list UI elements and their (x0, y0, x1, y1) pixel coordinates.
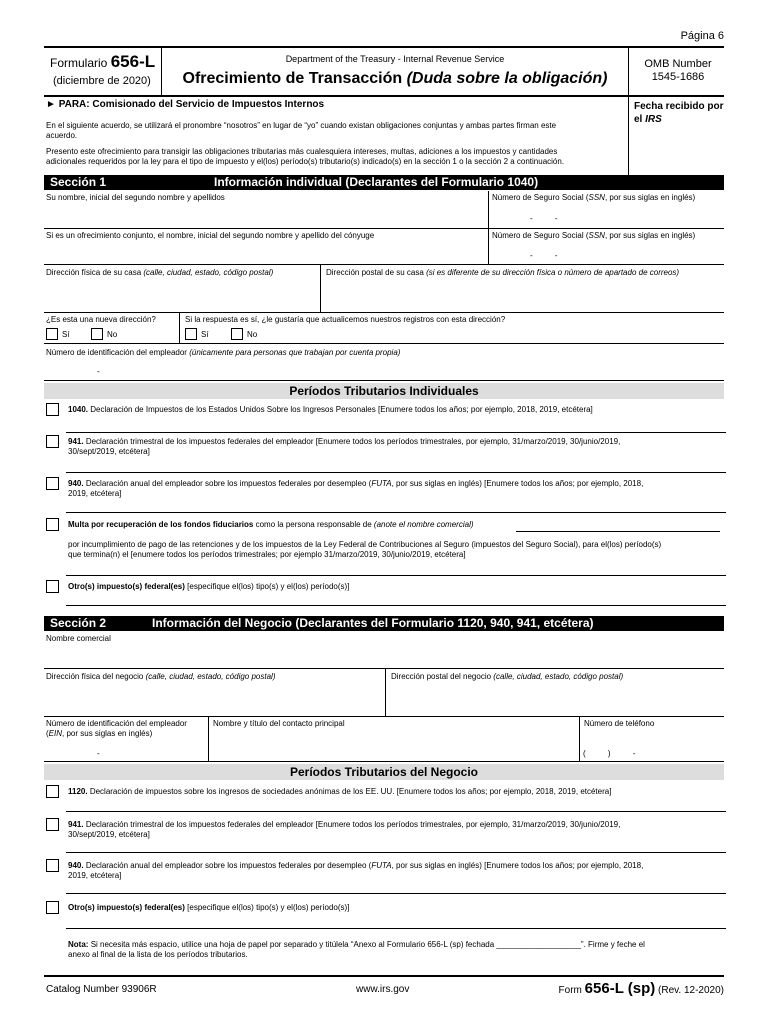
ssn-label-a: Número de Seguro Social ( (492, 193, 589, 202)
spouse-ssn-label-b: , por sus siglas en inglés) (604, 231, 696, 240)
business-ein-label-b: , por sus siglas en inglés) (62, 729, 153, 738)
contact-field[interactable] (213, 731, 575, 759)
form-title-italic: (Duda sobre la obligación) (406, 70, 608, 87)
business-mailing-label-text: Dirección postal del negocio (391, 672, 492, 681)
new-address-no-label: No (107, 330, 118, 339)
form-940-text (68, 479, 718, 499)
form-title-main: Ofrecimiento de Transacción (182, 70, 403, 87)
business-941-checkbox[interactable] (46, 818, 59, 831)
tfrp-line[interactable] (66, 575, 726, 576)
other-tax-text (68, 582, 718, 592)
form-941-desc: Declaración trimestral de los impuestos federales del empleador [Enumere todos los períodos trimestrales, por ejemplo, 31/marzo/2019, 30/junio/2019, (85, 437, 621, 446)
phone-label: Número de teléfono (584, 719, 655, 728)
footer-rev: (Rev. 12-2020) (658, 985, 724, 996)
form-940-line[interactable] (66, 512, 726, 513)
tfrp-text-continued (68, 540, 718, 560)
tfrp-hint: (anote el nombre comercial) (373, 520, 474, 529)
business-ein-field[interactable]: - (97, 749, 100, 758)
business-mailing-hint: (calle, ciudad, estado, código postal) (493, 672, 624, 681)
business-other-tax-bold: Otro(s) impuesto(s) federal(es) (68, 903, 185, 912)
self-employed-ein-label (46, 348, 400, 358)
ssn-abbr: SSN (588, 193, 605, 202)
new-address-yes-label: Sí (62, 330, 70, 339)
business-940-desc2: 2019, etcétera] (68, 871, 122, 880)
s1-rule-3 (44, 312, 724, 313)
section-1-header (44, 175, 724, 190)
catalog-number: Catalog Number 93906R (46, 984, 157, 995)
form-941-line[interactable] (66, 472, 726, 473)
s1-rule-5 (44, 380, 724, 381)
taxpayer-name-field[interactable] (46, 204, 486, 226)
tfrp-bold: Multa por recuperación de los fondos fiduciarios (68, 520, 254, 529)
footer-rule (44, 975, 724, 977)
new-address-question: ¿Es esta una nueva dirección? (46, 315, 156, 324)
self-employed-ein-label-text: Número de identificación del empleador (46, 348, 187, 357)
form-1040-bold: 1040. (68, 405, 89, 414)
note-bold: Nota: (68, 940, 89, 949)
form-940-desc2: 2019, etcétera] (68, 489, 122, 498)
form-number: 656-L (110, 52, 156, 71)
form-footer-id (559, 980, 724, 997)
header-divider-left (161, 47, 162, 95)
business-address-hint: (calle, ciudad, estado, código postal) (145, 672, 276, 681)
business-name-label: Nombre comercial (46, 634, 111, 643)
form-940-bold: 940. (68, 479, 84, 488)
header-divider-right (628, 47, 629, 175)
tfrp-checkbox[interactable] (46, 518, 59, 531)
business-940-bold: 940. (68, 861, 84, 870)
s2-divider-2 (208, 717, 209, 761)
date-received-label (634, 100, 723, 126)
home-address-hint: (calle, ciudad, estado, código postal) (143, 268, 274, 277)
department-name: Department of the Treasury - Internal Revenue Service (285, 54, 505, 64)
mailing-address-hint: (si es diferente de su dirección física o número de apartado de correos) (426, 268, 680, 277)
spouse-ssn-label (492, 231, 695, 241)
business-941-text (68, 820, 718, 840)
section-2-title: Información del Negocio (Declarantes del Formulario 1120, 940, 941, etcétera) (152, 616, 594, 630)
form-date: (diciembre de 2020) (53, 75, 151, 87)
tfrp-desc: como la persona responsable de (255, 520, 372, 529)
tfrp-desc2: por incumplimiento de pago de las retenciones y de los impuestos de la Ley Federal de Contribuciones al Seguro (impuestos del Seguro Social), para el(los) período(s) (68, 540, 662, 549)
para-label (46, 99, 324, 110)
s2-rule-2 (44, 716, 724, 717)
ssn-field[interactable]: - - (530, 214, 558, 223)
form-1040-text (68, 405, 718, 415)
s2-rule-1 (44, 668, 724, 669)
form-940-checkbox[interactable] (46, 477, 59, 490)
note-text: Si necesita más espacio, utilice una hoja de papel por separado y titúlela “Anexo al Formulario 656-L (sp) fechada ___________________”. Firme y feche el (90, 940, 645, 949)
spouse-name-label: Si es un ofrecimiento conjunto, el nombre, inicial del segundo nombre y apellido del cónyuge (46, 231, 375, 240)
date-received-irs: IRS (645, 114, 662, 125)
form-941-checkbox[interactable] (46, 435, 59, 448)
mailing-address-label (326, 268, 679, 278)
omb-number: 1545-1686 (651, 71, 705, 83)
update-records-question: Si la respuesta es sí, ¿le gustaría que actualicemos nuestros registros con esta dirección? (185, 315, 506, 324)
s1-rule-1 (44, 228, 724, 229)
mailing-address-field[interactable] (326, 280, 722, 310)
intro-1-line2: acuerdo. (46, 131, 78, 140)
spouse-ssn-label-a: Número de Seguro Social ( (492, 231, 589, 240)
mailing-address-label-text: Dirección postal de su casa (326, 268, 424, 277)
spouse-ssn-field[interactable]: - - (530, 251, 558, 260)
self-employed-ein-field[interactable]: - (97, 367, 100, 376)
intro-1-line1: En el siguiente acuerdo, se utilizará el pronombre “nosotros” en lugar de “yo” cuando existan obligaciones conjuntas y ambas partes firman este (46, 121, 557, 130)
intro-paragraph-2 (46, 147, 626, 167)
spouse-name-field[interactable] (46, 242, 486, 264)
spouse-ssn-abbr: SSN (588, 231, 605, 240)
business-other-tax-line[interactable] (66, 928, 726, 929)
form-940-futa: FUTA (371, 479, 392, 488)
form-id (50, 52, 155, 72)
business-other-tax-checkbox[interactable] (46, 901, 59, 914)
other-tax-bold: Otro(s) impuesto(s) federal(es) (68, 582, 185, 591)
form-title (166, 70, 624, 88)
business-address-label (46, 672, 275, 682)
form-1040-desc: Declaración de Impuestos de los Estados Unidos Sobre los Ingresos Personales [Enumere todos los años; por ejemplo, 2018, 2019, etcétera] (90, 405, 593, 414)
contact-label: Nombre y título del contacto principal (213, 719, 345, 728)
intro-paragraph-1 (46, 121, 626, 141)
business-mailing-field[interactable] (391, 684, 721, 714)
form-1040-line[interactable] (66, 432, 726, 433)
form-1040-checkbox[interactable] (46, 403, 59, 416)
s1-divider-4 (179, 313, 180, 343)
home-address-label-text: Dirección física de su casa (46, 268, 142, 277)
note-text2: anexo al final de la lista de los períodos tributarios. (68, 950, 248, 959)
home-address-label (46, 268, 273, 278)
business-940-line[interactable] (66, 893, 726, 894)
form-941-desc2: 30/sept/2019, etcétera] (68, 447, 150, 456)
business-name-field[interactable] (46, 645, 722, 667)
header-bottom-rule (44, 95, 724, 97)
business-address-label-text: Dirección física del negocio (46, 672, 144, 681)
update-records-yes-checkbox[interactable] (185, 328, 197, 340)
form-941-text (68, 437, 718, 457)
s2-divider-1 (385, 669, 386, 716)
form-940-desc-a: Declaración anual del empleador sobre los impuestos federales por desempleo ( (85, 479, 372, 488)
date-received-line1: Fecha recibido por (634, 101, 724, 112)
business-941-bold: 941. (68, 820, 84, 829)
s1-divider-3 (320, 265, 321, 312)
business-940-desc-b: , por sus siglas en inglés) [Enumere todos los años; por ejemplo, 2018, (391, 861, 644, 870)
footer-form-label: Form (558, 985, 582, 996)
business-periods-header: Períodos Tributarios del Negocio (44, 764, 724, 780)
tfrp-desc3: que termina(n) el [enumere todos los períodos trimestrales; por ejemplo 31/marzo/2019, 30/junio/2019, etcétera] (68, 550, 466, 559)
business-940-text (68, 861, 718, 881)
note (68, 940, 724, 960)
section-2-header (44, 616, 724, 631)
page-number: Página 6 (680, 30, 724, 42)
section-1-title: Información individual (Declarantes del Formulario 1040) (214, 175, 539, 189)
s2-rule-3 (44, 761, 724, 762)
ssn-label-b: , por sus siglas en inglés) (604, 193, 696, 202)
tfrp-text (68, 520, 718, 530)
new-address-yes-checkbox[interactable] (46, 328, 58, 340)
business-ein-abbr: EIN (48, 729, 63, 738)
business-941-desc: Declaración trimestral de los impuestos federales del empleador [Enumere todos los períodos trimestrales, por ejemplo, 31/marzo/2019, 30/junio/2019, (85, 820, 621, 829)
business-other-tax-desc: [especifique el(los) tipo(s) y el(los) período(s)] (187, 903, 350, 912)
business-941-desc2: 30/sept/2019, etcétera] (68, 830, 150, 839)
business-address-field[interactable] (46, 684, 382, 714)
business-940-desc-a: Declaración anual del empleador sobre los impuestos federales por desempleo ( (85, 861, 372, 870)
update-records-no-checkbox[interactable] (231, 328, 243, 340)
intro-2-line1: Presento este ofrecimiento para transigir las obligaciones tributarias más cualesquiera intereses, multas, adiciones a los impuestos y cantidades (46, 147, 558, 156)
s2-divider-3 (579, 717, 580, 761)
other-tax-desc: [especifique el(los) tipo(s) y el(los) período(s)] (187, 582, 350, 591)
s1-rule-2 (44, 264, 724, 265)
business-mailing-label (391, 672, 623, 682)
ssn-label (492, 193, 695, 203)
para-label-text: PARA: Comisionado del Servicio de Impuestos Internos (58, 99, 325, 110)
form-1120-text (68, 787, 718, 797)
arrow-right-icon: ► (46, 99, 56, 110)
business-ein-label-a: ( (46, 729, 49, 738)
form-prefix: Formulario (50, 56, 108, 70)
update-records-yes-label: Sí (201, 330, 209, 339)
phone-field[interactable]: ( ) - (583, 749, 636, 758)
business-ein-label (46, 719, 187, 739)
home-address-field[interactable] (46, 280, 316, 310)
s1-rule-4 (44, 343, 724, 344)
date-received-el: el (634, 114, 643, 125)
update-records-no-label: No (247, 330, 258, 339)
form-940-desc-b: , por sus siglas en inglés) [Enumere todos los años; por ejemplo, 2018, (391, 479, 644, 488)
business-940-checkbox[interactable] (46, 859, 59, 872)
taxpayer-name-label: Su nombre, inicial del segundo nombre y apellidos (46, 193, 225, 202)
form-1120-line[interactable] (66, 811, 726, 812)
business-other-tax-text (68, 903, 718, 913)
tfrp-business-name-field[interactable] (516, 531, 720, 532)
s1-divider-2 (488, 229, 489, 264)
business-941-line[interactable] (66, 852, 726, 853)
business-940-futa: FUTA (371, 861, 392, 870)
business-ein-label-text: Número de identificación del empleador (46, 719, 187, 728)
form-1120-checkbox[interactable] (46, 785, 59, 798)
self-employed-ein-hint: (únicamente para personas que trabajan por cuenta propia) (189, 348, 401, 357)
form-941-bold: 941. (68, 437, 84, 446)
header-top-rule (44, 46, 724, 48)
individual-periods-header: Períodos Tributarios Individuales (44, 383, 724, 399)
section-2-label: Sección 2 (50, 616, 107, 630)
omb-label: OMB Number (644, 58, 712, 70)
new-address-no-checkbox[interactable] (91, 328, 103, 340)
section-1-label: Sección 1 (50, 175, 107, 189)
form-1120-bold: 1120. (68, 787, 88, 796)
intro-2-line2: adicionales requeridos por la ley para el tipo de impuesto y el(los) período(s) tributario(s) indicado(s) en la sección 1 o la sección 2 a continuación. (46, 157, 565, 166)
other-tax-checkbox[interactable] (46, 580, 59, 593)
irs-website: www.irs.gov (356, 984, 410, 995)
other-tax-line[interactable] (66, 605, 726, 606)
footer-form-number: 656-L (sp) (584, 980, 656, 997)
form-1120-desc: Declaración de impuestos sobre los ingresos de sociedades anónimas de los EE. UU. [Enumere todos los años; por ejemplo, 2018, 2019, etcétera] (89, 787, 612, 796)
s1-divider-1 (488, 191, 489, 228)
